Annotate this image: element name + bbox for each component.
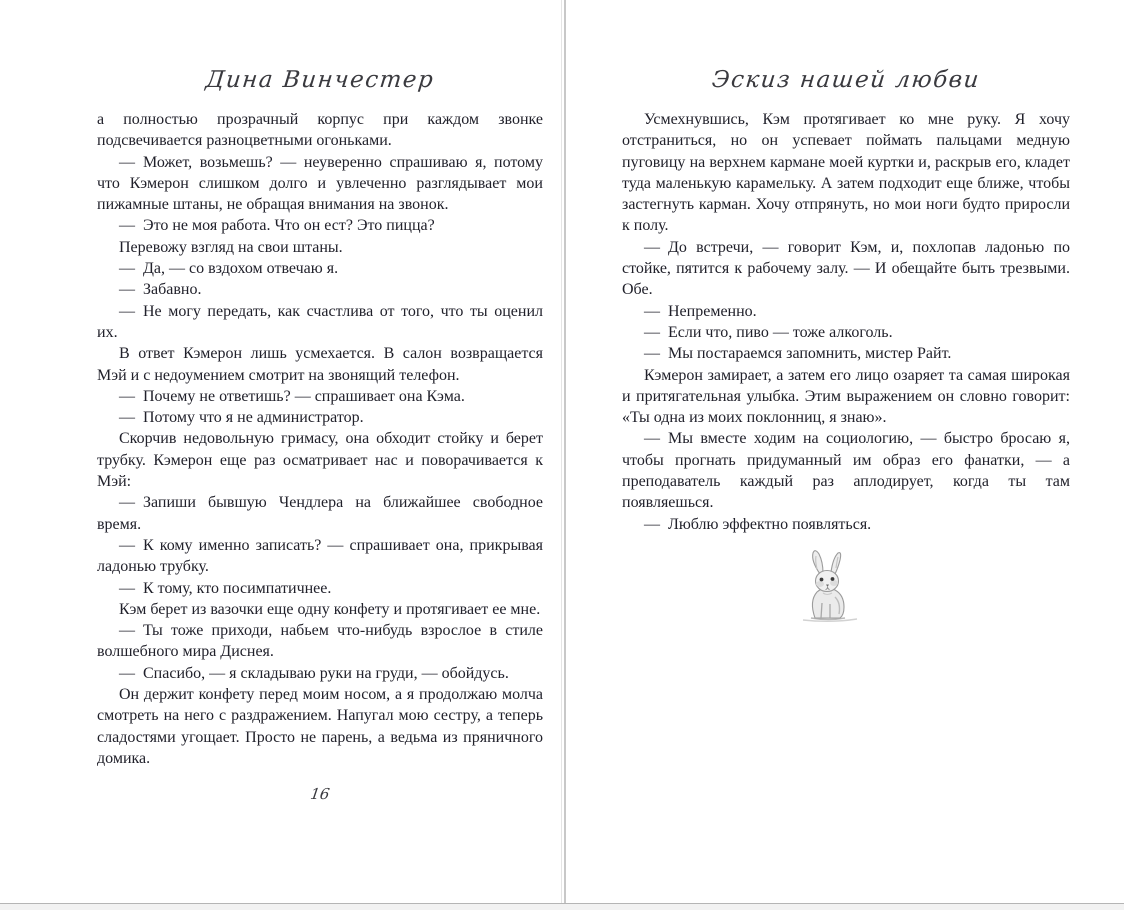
- paragraph: — Запиши бывшую Чендлера на ближайшее свободное время.: [97, 494, 543, 533]
- paragraph: — Мы постараемся запомнить, мистер Райт.: [644, 345, 952, 363]
- book-page-right: [566, 0, 1124, 903]
- paragraph: Перевожу взгляд на свои штаны.: [119, 238, 343, 256]
- page-gutter-divider: [561, 0, 562, 903]
- paragraph: Кэм берет из вазочки еще одну конфету и протягивает ее мне.: [119, 600, 541, 618]
- paragraph: Усмехнувшись, Кэм протягивает ко мне руку. Я хочу отстраниться, но он успевает поймать пальцами медную пуговицу на верхнем кармане моей куртки и, раскрыв его, кладет туда маленькую карамельку. А затем подходит еще ближе, чтобы застегнуть карман. Хочу отпрянуть, но мои ноги будто приросли к полу.: [622, 111, 1070, 235]
- paragraph: — Люблю эффектно появляться.: [644, 515, 872, 533]
- window-bottom-bar: [0, 903, 1124, 910]
- page-text-right: [622, 109, 1070, 535]
- page-text-left: [97, 109, 543, 769]
- running-head-author: Дина Винчестер: [204, 67, 436, 93]
- paragraph: Скорчив недовольную гримасу, она обходит стойку и берет трубку. Кэмерон еще раз осматривает нас и поворачивается к Мэй:: [97, 430, 543, 491]
- paragraph: Кэмерон замирает, а затем его лицо озаряет та самая широкая и притягательная улыбка. Этим выражением он словно говорит: «Ты одна из моих поклонниц, я знаю».: [622, 366, 1070, 427]
- rabbit-icon: [793, 547, 863, 629]
- rabbit-sketch-illustration: [622, 547, 1070, 629]
- paragraph: Он держит конфету перед моим носом, а я продолжаю молча смотреть на него с раздражением. Напугал мою сестру, а теперь сладостями угощает. Просто не парень, а ведьма из пряничного домика.: [97, 686, 543, 767]
- paragraph: — Спасибо, — я складываю руки на груди, — обойдусь.: [119, 664, 509, 682]
- paragraph: — Потому что я не администратор.: [119, 409, 364, 427]
- paragraph: — До встречи, — говорит Кэм, и, похлопав ладонью по стойке, пятится к рабочему залу. — И обещайте быть трезвыми. Обе.: [622, 238, 1070, 299]
- paragraph: — К кому именно записать? — спрашивает она, прикрывая ладонью трубку.: [97, 536, 543, 576]
- paragraph: — Почему не ответишь? — спрашивает она Кэма.: [119, 387, 465, 405]
- running-head-book-title: Эскиз нашей любви: [710, 67, 982, 93]
- paragraph: — Может, возьмешь? — неуверенно спрашиваю я, потому что Кэмерон слишком долго и увлеченно разглядывает мои пижамные штаны, не обращая внимания на звонок.: [97, 153, 543, 214]
- paragraph: — Это не моя работа. Что он ест? Это пицца?: [119, 217, 435, 235]
- paragraph: а полностью прозрачный корпус при каждом звонке подсвечивается разноцветными огоньками.: [97, 111, 543, 150]
- paragraph: — Непременно.: [644, 302, 757, 320]
- book-page-left: [0, 0, 561, 903]
- paragraph: — Да, — со вздохом отвечаю я.: [119, 260, 339, 278]
- paragraph: — Забавно.: [119, 281, 202, 299]
- paragraph: — Не могу передать, как счастлива от того, что ты оценил их.: [97, 302, 543, 341]
- paragraph: — Если что, пиво — тоже алкоголь.: [644, 323, 893, 341]
- page-number: 16: [309, 785, 331, 804]
- paragraph: — К тому, кто посимпатичнее.: [119, 579, 332, 597]
- paragraph: — Мы вместе ходим на социологию, — быстро бросаю я, чтобы прогнать придуманный им образ его фанатки, — а преподаватель каждый раз аплодирует, когда ты там появляешься.: [622, 430, 1070, 512]
- paragraph: — Ты тоже приходи, набьем что-нибудь взрослое в стиле волшебного мира Диснея.: [97, 622, 543, 661]
- paragraph: В ответ Кэмерон лишь усмехается. В салон возвращается Мэй и с недоумением смотрит на звонящий телефон.: [97, 345, 543, 384]
